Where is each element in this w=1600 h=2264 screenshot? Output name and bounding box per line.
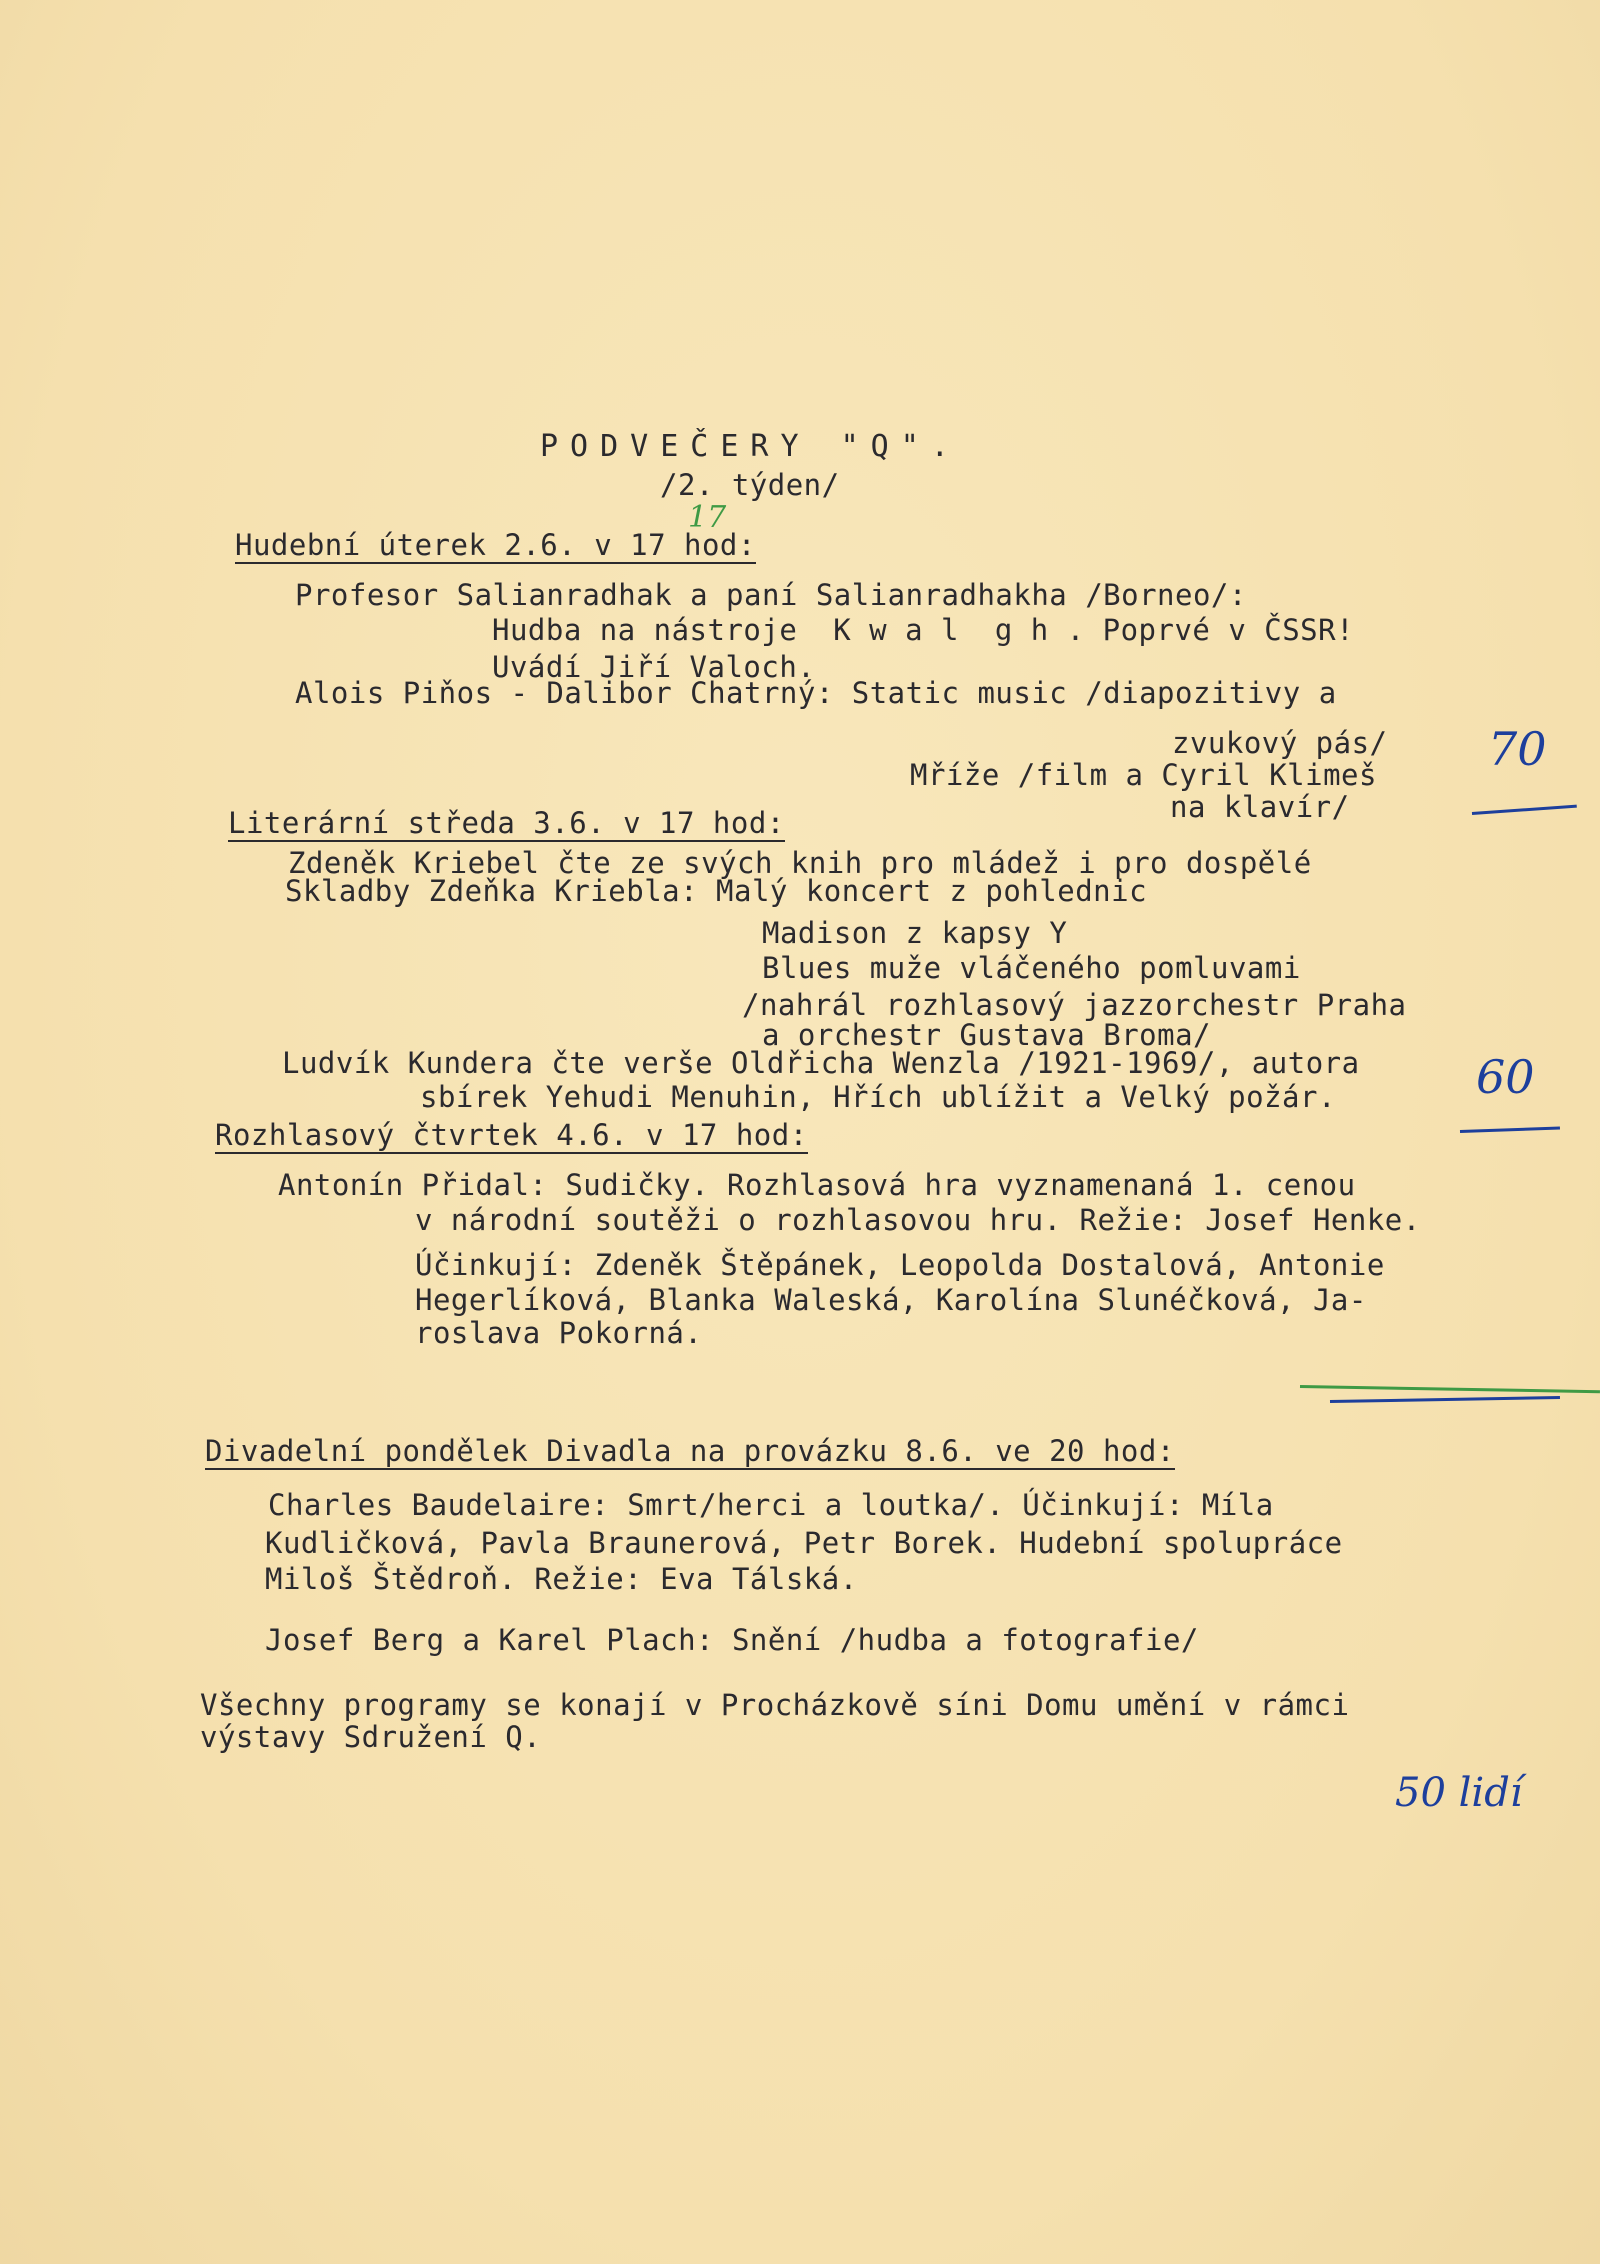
text-line: Antonín Přidal: Sudičky. Rozhlasová hra vyznamenaná 1. cenou <box>278 1168 1356 1202</box>
text-line: Skladby Zdeňka Kriebla: Malý koncert z pohlednic <box>285 874 1148 908</box>
document-title: PODVEČERY "Q". <box>540 429 961 464</box>
text-line: Zdeněk Kriebel čte ze svých knih pro mládež i pro dospělé <box>288 846 1312 880</box>
handwritten-note-50-lidi: 50 lidí <box>1395 1770 1523 1816</box>
section-heading-divadelni-pondelek: Divadelní pondělek Divadla na provázku 8.6. ve 20 hod: <box>205 1434 1175 1468</box>
text-line: Miloš Štědroň. Režie: Eva Tálská. <box>265 1562 858 1596</box>
text-line: Uvádí Jiří Valoch. <box>492 650 816 684</box>
footer-line: výstavy Sdružení Q. <box>200 1720 542 1754</box>
text-line: roslava Pokorná. <box>415 1316 703 1350</box>
text-line: Hudba na nástroje K w a l g h . Poprvé v ČSSR! <box>492 613 1355 647</box>
text-line: Kudličková, Pavla Braunerová, Petr Borek. Hudební spolupráce <box>265 1526 1343 1560</box>
text-line: Mříže /film a Cyril Klimeš <box>910 758 1377 792</box>
handwritten-correction-17: 17 <box>688 500 727 535</box>
text-line: /nahrál rozhlasový jazzorchestr Praha <box>742 988 1407 1022</box>
section-heading-rozhlasovy-ctvrtek: Rozhlasový čtvrtek 4.6. v 17 hod: <box>215 1118 808 1152</box>
document-subtitle: /2. týden/ <box>660 468 840 502</box>
text-line: Účinkují: Zdeněk Štěpánek, Leopolda Dostalová, Antonie <box>415 1248 1385 1282</box>
text-line: Alois Piňos - Dalibor Chatrný: Static music /diapozitivy a <box>295 676 1337 710</box>
section-heading-hudebni-uterek: Hudební úterek 2.6. v 17 hod: <box>235 528 756 562</box>
text-line: Josef Berg a Karel Plach: Snění /hudba a fotografie/ <box>265 1623 1199 1657</box>
text-line: Charles Baudelaire: Smrt/herci a loutka/. Účinkují: Míla <box>268 1488 1274 1522</box>
text-line: sbírek Yehudi Menuhin, Hřích ublížit a Velký požár. <box>420 1080 1336 1114</box>
text-line: a orchestr Gustava Broma/ <box>762 1018 1211 1052</box>
text-line: Hegerlíková, Blanka Waleská, Karolína Slunéčková, Ja- <box>415 1283 1367 1317</box>
handwritten-note-70: 70 <box>1488 722 1547 776</box>
section-heading-literarni-streda: Literární středa 3.6. v 17 hod: <box>228 806 785 840</box>
text-line: na klavír/ <box>1170 790 1350 824</box>
text-line: Profesor Salianradhak a paní Salianradhakha /Borneo/: <box>295 578 1247 612</box>
handwritten-note-60: 60 <box>1476 1050 1535 1104</box>
footer-line: Všechny programy se konají v Procházkově síni Domu umění v rámci <box>200 1688 1350 1722</box>
text-line: zvukový pás/ <box>1172 726 1388 760</box>
text-line: Madison z kapsy Y <box>762 916 1068 950</box>
text-line: Blues muže vláčeného pomluvami <box>762 951 1301 985</box>
text-line: Ludvík Kundera čte verše Oldřicha Wenzla /1921-1969/, autora <box>282 1046 1360 1080</box>
text-line: v národní soutěži o rozhlasovou hru. Režie: Josef Henke. <box>415 1203 1421 1237</box>
